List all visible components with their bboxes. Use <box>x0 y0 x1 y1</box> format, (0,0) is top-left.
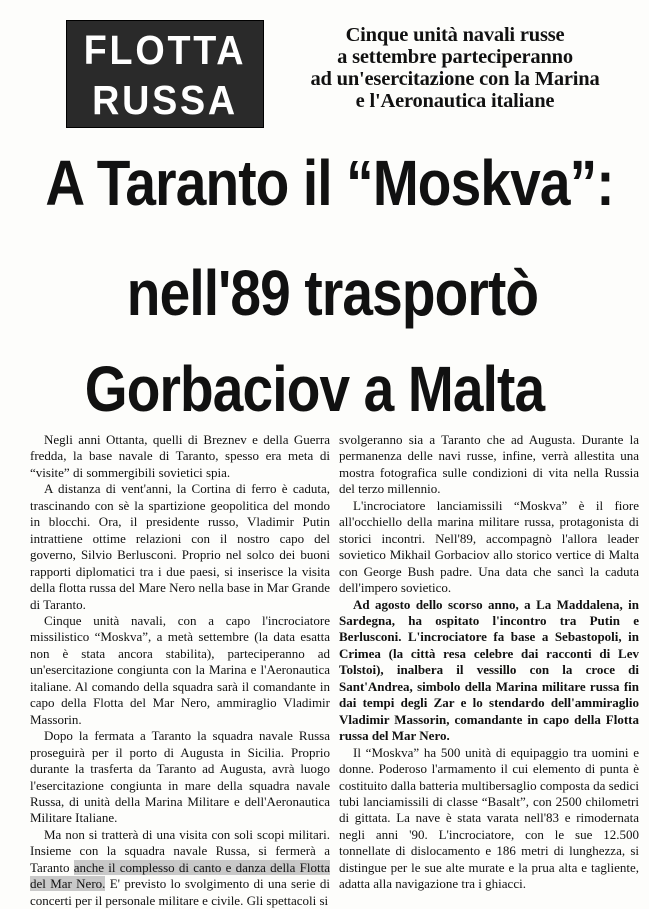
kicker-line-2: RUSSA <box>92 77 238 123</box>
dek-subheadline <box>280 24 630 112</box>
paragraph: Dopo la fermata a Taranto la squadra navale Russa proseguirà per il porto di Augusta in Sicilia. Proprio durante la trasferta da Taranto ad Augusta, avrà luogo l'esercitazione congiunta in mare della squadra navale Russa, di unità della Marina Militare e dell'Aeronautica Militare Italiane. <box>30 728 330 826</box>
paragraph-text: Ma non si tratterà di una visita con soli scopi militari. Insieme con la squadra navale Russa, si fermerà a Taranto <box>30 826 330 875</box>
dek-line: e l'Aeronautica italiane <box>355 90 555 112</box>
headline-line-3: Gorbaciov a Malta <box>84 353 545 425</box>
paragraph-text: E' previsto lo svolgimento di una serie di concerti per il personale militare e civile. Gli spettacoli si <box>30 876 330 908</box>
paragraph: Cinque unità navali, con a capo l'incrociatore missilistico “Moskva”, a metà settembre (la data esatta non è stata ancora stabilita), parteciperanno ad un'esercitazione congiunta con la Marina e l'Aeronautica italiane. Al comando della squadra sarà il comandante in capo della Flotta del Mar Nero, ammiraglio Vladimir Massorin. <box>30 612 330 727</box>
paragraph: Negli anni Ottanta, quelli di Breznev e della Guerra fredda, la base navale di Taranto, spesso era meta di “visite” di sommergibili sovietici spia. <box>30 432 330 480</box>
paragraph: svolgeranno sia a Taranto che ad Augusta. Durante la permanenza delle navi russe, infine, verrà allestita una mostra fotografica sulle condizioni di vita nella Russia del terzo millennio. <box>339 432 639 497</box>
paragraph <box>30 827 330 909</box>
kicker-line-1: FLOTTA <box>83 27 247 73</box>
paragraph: Il “Moskva” ha 500 unità di equipaggio tra uomini e donne. Poderoso l'armamento il cui elemento di punta è costituito dalla batteria multibersaglio composta da sedici tubi lanciamissili di classe “Basalt”, con 2500 chilometri di gittata. La nave è stata varata nell'83 e rimodernata negli anni '90. L'incrociatore, con le sue 12.500 tonnellate di dislocamento e 186 metri di lunghezza, si distingue per le sue alte murate e la prua alta e tagliente, adatta alla navigazione tra i ghiacci. <box>339 744 639 892</box>
paragraph: L'incrociatore lanciamissili “Moskva” è il fiore all'occhiello della marina militare russa, protagonista di storici incontri. Nell'89, accompagnò l'allora leader sovietico Mikhail Gorbaciov allo storico vertice di Malta con George Bush padre. Una data che sancì la caduta dell'impero sovietico. <box>339 497 639 596</box>
dek-line: Cinque unità navali russe <box>345 24 565 46</box>
highlighted-text: anche il complesso di canto e danza della Flotta del Mar Nero. <box>30 859 331 892</box>
paragraph: A distanza di vent'anni, la Cortina di ferro è caduta, trascinando con sè la spartizione geopolitica del mondo in blocchi. Ora, il presidente russo, Vladimir Putin intrattiene ottime relazioni con il nostro capo del governo, Silvio Berlusconi. Proprio nel solco dei buoni rapporti diplomatici tra i due paesi, si inserisce la visita della flotta russa del Mare Nero nella base in Mar Grande di Taranto. <box>30 481 330 612</box>
article-column-left <box>30 432 330 909</box>
article-column-right <box>339 432 639 893</box>
dek-line: a settembre parteciperanno <box>337 46 573 68</box>
dek-line: ad un'esercitazione con la Marina <box>310 68 600 90</box>
section-kicker <box>66 20 264 128</box>
headline-line-1: A Taranto il “Moskva”: <box>45 147 614 219</box>
paragraph-bold: Ad agosto dello scorso anno, a La Maddalena, in Sardegna, ha ospitato l'incontro tra Putin e Berlusconi. L'incrociatore fa base a Sebastopoli, in Crimea (la città resa celebre dai racconti di Lev Tolstoi), inalbera il vessillo con la croce di Sant'Andrea, simbolo della Marina militare russa fin dai tempi degli Zar e lo stendardo dell'ammiraglio Vladimir Massorin, comandante in capo della Flotta russa del Mar Nero. <box>339 596 639 744</box>
headline-line-2: nell'89 trasportò <box>126 257 539 329</box>
